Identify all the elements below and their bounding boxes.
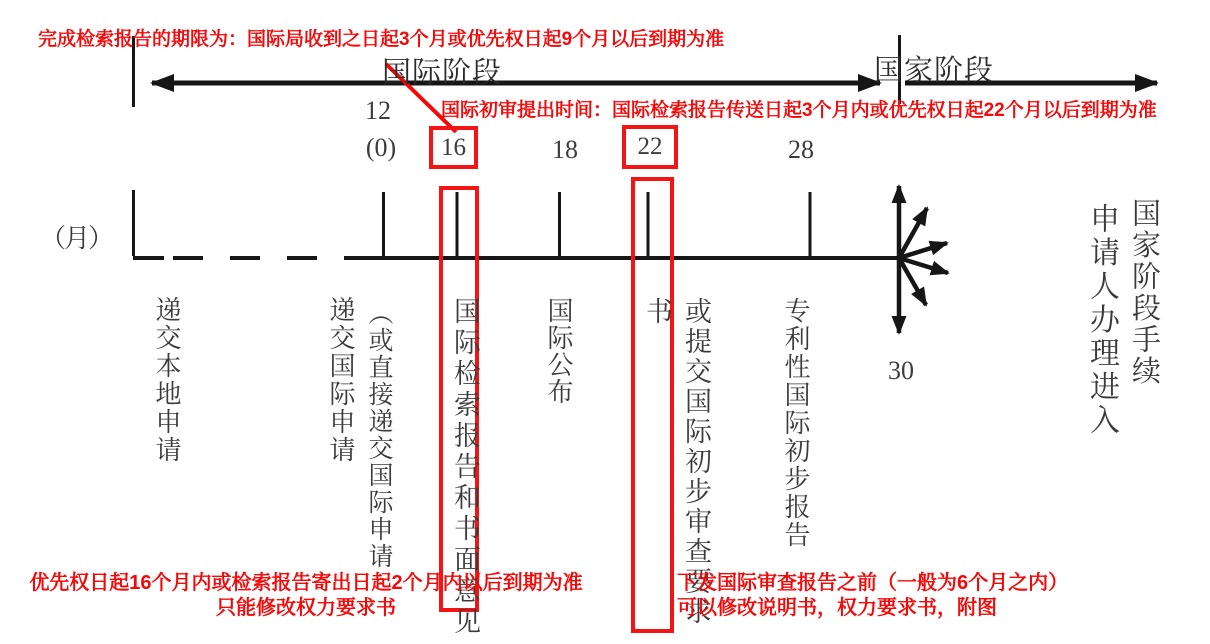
milestone-patentability-report: 专利性国际初步报告 xyxy=(781,297,810,549)
milestone-direct-intl-filing: （或直接递交国际申请 xyxy=(365,300,392,570)
month-label-16: 16 xyxy=(441,133,466,161)
month-label-12: 12 xyxy=(365,96,391,125)
bottom-right-note-line1: 下发国际审查报告之前（一般为6个月之内） xyxy=(677,572,1069,594)
month-label-30: 30 xyxy=(888,356,914,385)
bottom-right-note xyxy=(677,571,1068,621)
national-entry-fan-arrows-icon xyxy=(899,186,948,333)
milestone-intl-filing: 递交国际申请 xyxy=(326,296,355,464)
milestone-intl-publication: 国际公布 xyxy=(544,297,573,405)
month-label-18: 18 xyxy=(552,135,578,164)
month22-highlight-box xyxy=(622,125,678,169)
international-phase-label: 国际阶段 xyxy=(382,57,503,89)
bottom-left-note-line1: 优先权日起16个月内或检索报告寄出日起2个月内以后到期为准 xyxy=(29,572,583,594)
bottom-left-note-line2: 只能修改权力要求书 xyxy=(216,597,396,619)
milestone-applicant-entry: 申请人办理进入 xyxy=(1085,203,1118,438)
month-unit-label: （月） xyxy=(40,224,113,253)
bottom-right-note-line2: 可以修改说明书，权力要求书，附图 xyxy=(677,597,997,619)
month16-highlight-box xyxy=(429,126,478,169)
month-label-22: 22 xyxy=(637,133,663,160)
milestone-prelim-exam-request: 或提交国际初步审查要求书 xyxy=(642,297,711,627)
prelim-exam-time-note: 国际初审提出时间：国际检索报告传送日起3个月内或优先权日起22个月以后到期为准 xyxy=(441,100,1157,121)
search-report-deadline-note: 完成检索报告的期限为：国际局收到之日起3个月或优先权日起9个月以后到期为准 xyxy=(38,29,725,50)
milestone-local-filing: 递交本地申请 xyxy=(152,296,181,464)
milestone-search-report: 国际检索报告和书面意见 xyxy=(450,297,480,638)
national-phase-label: 国家阶段 xyxy=(874,55,995,87)
month-label-28: 28 xyxy=(788,135,814,164)
milestone-national-procedure: 国家阶段手续 xyxy=(1128,198,1160,387)
bottom-left-note xyxy=(8,571,604,621)
month-label-0: (0) xyxy=(365,133,397,162)
